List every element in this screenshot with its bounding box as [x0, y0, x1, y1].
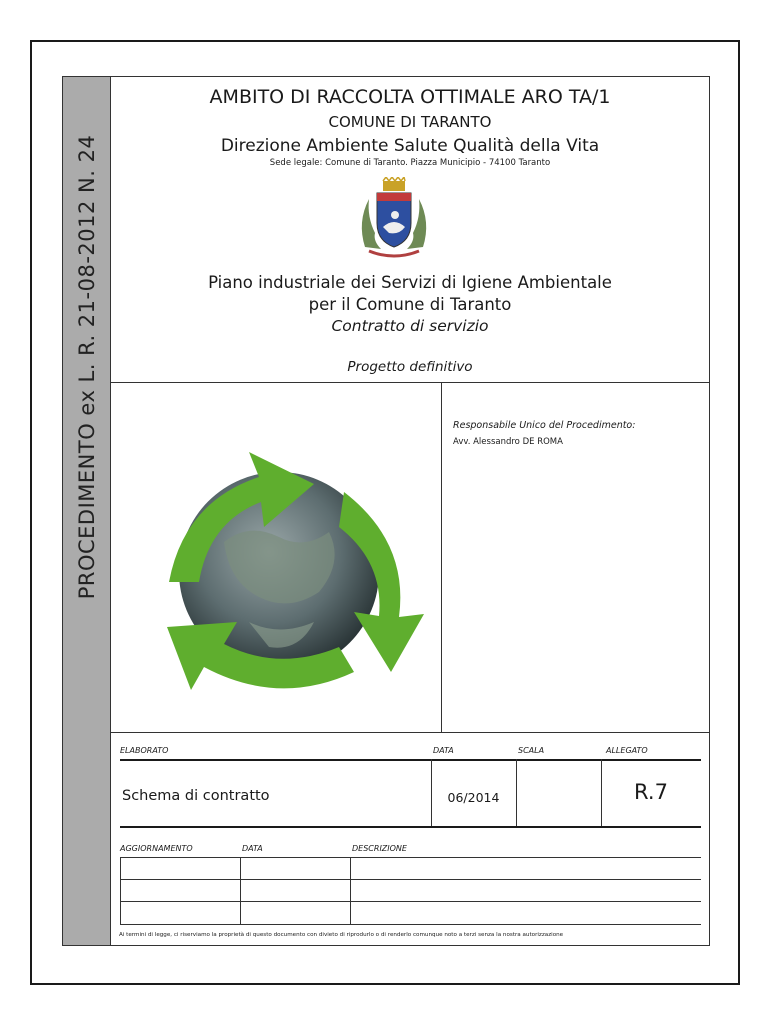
agg-col-left: [120, 857, 121, 924]
label-descrizione: DESCRIZIONE: [352, 844, 407, 853]
header-section: [111, 77, 709, 383]
label-data: DATA: [433, 746, 454, 755]
label-elaborato: ELABORATO: [120, 746, 169, 755]
header-sede: Sede legale: Comune di Taranto. Piazza Municipio - 74100 Taranto: [269, 158, 551, 168]
sidebar-band: [63, 77, 111, 945]
elaborato-value: Schema di contratto: [122, 788, 270, 804]
agg-col-1: [240, 857, 241, 924]
header-title: AMBITO DI RACCOLTA OTTIMALE ARO TA/1: [209, 86, 611, 108]
header-direzione: Direzione Ambiente Salute Qualità della Vita: [220, 136, 600, 156]
allegato-value: R.7: [634, 780, 668, 804]
data-value: 06/2014: [447, 790, 500, 805]
header-comune: COMUNE DI TARANTO: [328, 113, 492, 131]
rup-name: Avv. Alessandro DE ROMA: [453, 437, 563, 447]
project-line-3: Contratto di servizio: [331, 317, 489, 335]
footer-note: Ai termini di legge, ci riserviamo la proprietà di questo documento con divieto di riprodurlo o di renderlo comunque noto a terzi senza la nostra autorizzazione: [119, 932, 564, 938]
title-block-content: [111, 77, 709, 945]
label-scala: SCALA: [518, 746, 545, 755]
project-line-2: per il Comune di Taranto: [308, 295, 512, 314]
agg-row-line-2: [120, 879, 701, 880]
agg-row-line-1: [120, 857, 701, 858]
elaborato-bottom-rule: [120, 826, 701, 828]
label-allegato: ALLEGATO: [606, 746, 648, 755]
label-aggiornamento: AGGIORNAMENTO: [120, 844, 193, 853]
rup-label: Responsabile Unico del Procedimento:: [453, 420, 636, 431]
title-block-sheet: [62, 76, 710, 946]
project-line-4: Progetto definitivo: [347, 359, 473, 375]
elaborato-divider-2: [516, 759, 517, 826]
label-agg-data: DATA: [242, 844, 263, 853]
agg-row-line-4: [120, 924, 701, 925]
recycle-globe-icon: [129, 432, 429, 702]
middle-section: [111, 382, 709, 733]
agg-col-2: [350, 857, 351, 924]
project-line-1: Piano industriale dei Servizi di Igiene Ambientale: [208, 273, 612, 292]
coat-of-arms-icon: [355, 177, 433, 259]
agg-row-line-3: [120, 901, 701, 902]
elaborato-top-rule: [120, 759, 701, 761]
sidebar-vertical-text: PROCEDIMENTO ex L. R. 21-08-2012 N. 24: [75, 134, 99, 600]
middle-divider: [441, 382, 442, 732]
